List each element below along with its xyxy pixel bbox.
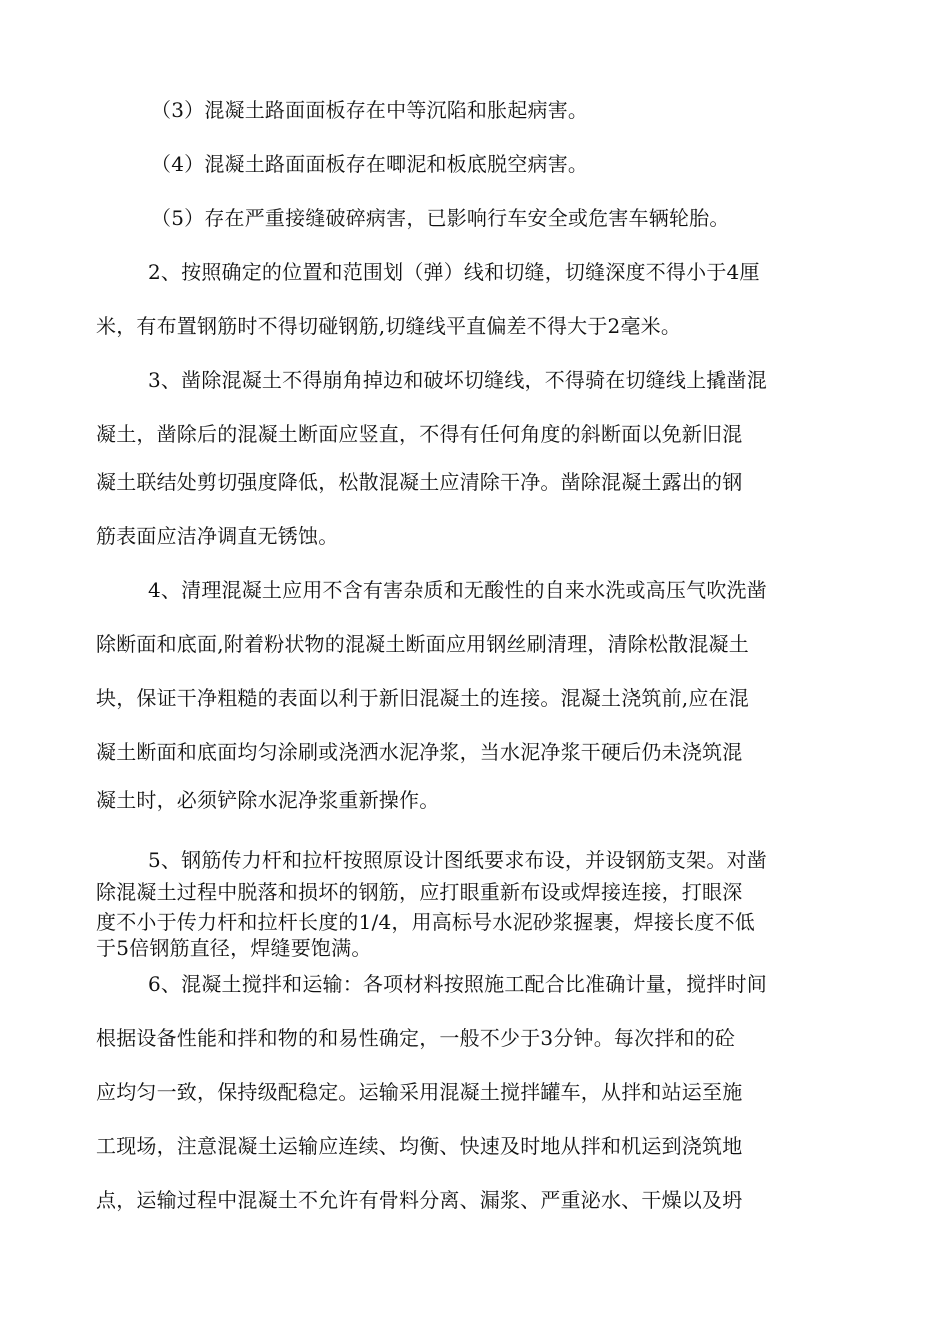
text-line: 工现场，注意混凝土运输应连续、均衡、快速及时地从拌和机运到浇筑地: [96, 1134, 743, 1158]
text-line: 3、凿除混凝土不得崩角掉边和破坏切缝线，不得骑在切缝线上撬凿混: [148, 368, 767, 392]
text-line: 点，运输过程中混凝土不允许有骨料分离、漏浆、严重泌水、干燥以及坍: [96, 1188, 743, 1212]
text-line: （3）混凝土路面面板存在中等沉陷和胀起病害。: [151, 98, 589, 122]
text-line: 筋表面应洁净调直无锈蚀。: [96, 524, 339, 548]
text-line: 凝土时，必须铲除水泥净浆重新操作。: [96, 788, 440, 812]
text-line: 凝土，凿除后的混凝土断面应竖直，不得有任何角度的斜断面以免新旧混: [96, 422, 743, 446]
text-line: 米，有布置钢筋时不得切碰钢筋,切缝线平直偏差不得大于2毫米。: [96, 314, 682, 338]
text-line: 块，保证干净粗糙的表面以利于新旧混凝土的连接。混凝土浇筑前,应在混: [96, 686, 749, 710]
text-line: 应均匀一致，保持级配稳定。运输采用混凝土搅拌罐车，从拌和站运至施: [96, 1080, 743, 1104]
text-line: （5）存在严重接缝破碎病害，已影响行车安全或危害车辆轮胎。: [151, 206, 730, 230]
text-line: 凝土断面和底面均匀涂刷或浇洒水泥净浆，当水泥净浆干硬后仍未浇筑混: [96, 740, 743, 764]
text-line: 度不小于传力杆和拉杆长度的1/4，用高标号水泥砂浆握裹，焊接长度不低: [96, 910, 755, 934]
text-line: 凝土联结处剪切强度降低，松散混凝土应清除干净。凿除混凝土露出的钢: [96, 470, 743, 494]
text-line: 5、钢筋传力杆和拉杆按照原设计图纸要求布设，并设钢筋支架。对凿: [148, 848, 767, 872]
text-line: 2、按照确定的位置和范围划（弹）线和切缝，切缝深度不得小于4厘: [148, 260, 760, 284]
text-line: 除混凝土过程中脱落和损坏的钢筋，应打眼重新布设或焊接连接，打眼深: [96, 880, 743, 904]
text-line: （4）混凝土路面面板存在唧泥和板底脱空病害。: [151, 152, 589, 176]
text-line: 4、清理混凝土应用不含有害杂质和无酸性的自来水洗或高压气吹洗凿: [148, 578, 767, 602]
text-line: 6、混凝土搅拌和运输：各项材料按照施工配合比准确计量，搅拌时间: [148, 972, 767, 996]
text-line: 于5倍钢筋直径，焊缝要饱满。: [96, 936, 372, 960]
text-line: 除断面和底面,附着粉状物的混凝土断面应用钢丝刷清理，清除松散混凝土: [96, 632, 749, 656]
text-line: 根据设备性能和拌和物的和易性确定，一般不少于3分钟。每次拌和的砼: [96, 1026, 736, 1050]
